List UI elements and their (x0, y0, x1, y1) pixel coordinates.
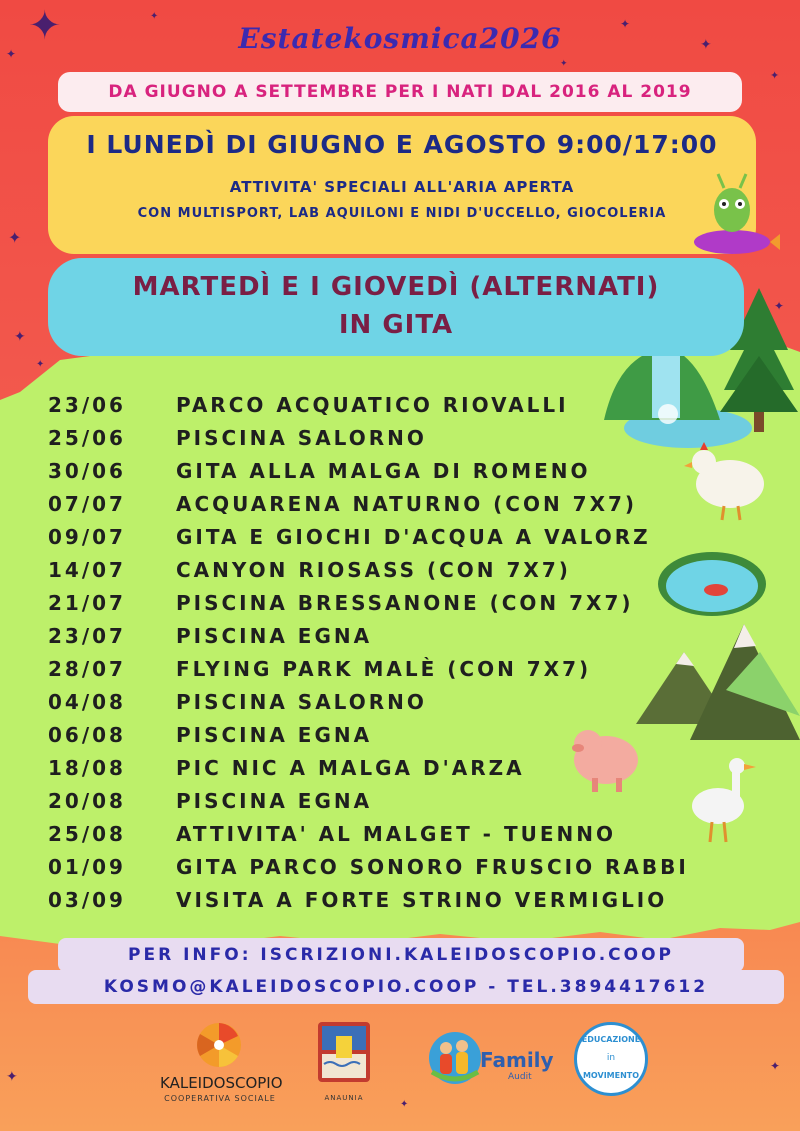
trip-place: GITA ALLA MALGA DI ROMENO (176, 458, 591, 483)
star-icon: ✦ (14, 329, 26, 345)
star-icon: ✦ (6, 1069, 18, 1085)
kaleidoscopio-logo-icon (196, 1022, 242, 1068)
educazione-bottom-label: MOVIMENTO (582, 1071, 640, 1080)
monday-activities-box (48, 116, 756, 254)
trip-date: 21/07 (48, 590, 126, 615)
list-item (48, 487, 748, 520)
trip-place: ATTIVITA' AL MALGET - TUENNO (176, 821, 616, 846)
list-item (48, 520, 748, 553)
trip-date: 09/07 (48, 524, 126, 549)
info-contact: KOSMO@KALEIDOSCOPIO.COOP - TEL.3894417612 (103, 977, 709, 997)
list-item (48, 850, 748, 883)
kaleidoscopio-name: KALEIDOSCOPIO (160, 1074, 283, 1092)
subtitle-banner (58, 72, 742, 112)
family-audit-sub: Audit (508, 1072, 532, 1082)
educazione-mid-label: in (606, 1053, 616, 1063)
trip-date: 14/07 (48, 557, 126, 582)
trip-place: VISITA A FORTE STRINO VERMIGLIO (176, 887, 668, 912)
trip-place: PISCINA EGNA (176, 623, 373, 648)
star-icon: ✦ (560, 59, 568, 69)
trip-place: PISCINA SALORNO (176, 425, 427, 450)
poster-title: Estatekosmica2026 (238, 22, 562, 55)
list-item (48, 883, 748, 916)
star-icon: ✦ (700, 37, 712, 53)
star-icon: ✦ (6, 47, 17, 61)
star-icon: ✦ (36, 359, 45, 370)
educazione-in-movimento-logo (574, 1022, 648, 1096)
alien-rocket-illustration (690, 170, 780, 262)
trip-place: PISCINA EGNA (176, 788, 373, 813)
star-icon: ✦ (28, 3, 62, 49)
trip-date: 20/08 (48, 788, 126, 813)
trip-place: ACQUARENA NATURNO (CON 7X7) (176, 491, 638, 516)
list-item (48, 685, 748, 718)
list-item (48, 553, 748, 586)
tuesday-thursday-box (48, 258, 744, 356)
info-website: PER INFO: ISCRIZIONI.KALEIDOSCOPIO.COOP (128, 945, 674, 965)
trip-date: 30/06 (48, 458, 126, 483)
list-item (48, 751, 748, 784)
trip-date: 25/08 (48, 821, 126, 846)
info-banner-2 (28, 970, 784, 1004)
anaunia-label: ANAUNIA (324, 1094, 364, 1102)
trip-date: 01/09 (48, 854, 126, 879)
trip-place: PIC NIC A MALGA D'ARZA (176, 755, 525, 780)
trip-date: 18/08 (48, 755, 126, 780)
star-icon: ✦ (400, 1099, 409, 1110)
tuesday-line-2: IN GITA (338, 310, 454, 340)
tuesday-line-1: MARTEDÌ E I GIOVEDÌ (ALTERNATI) (132, 272, 660, 302)
star-icon: ✦ (770, 1059, 781, 1073)
trip-date: 23/07 (48, 623, 126, 648)
trip-place: PISCINA EGNA (176, 722, 373, 747)
educazione-top-label: EDUCAZIONE (581, 1035, 641, 1044)
monday-line-1: ATTIVITA' SPECIALI ALL'ARIA APERTA (229, 178, 575, 196)
trip-place: GITA PARCO SONORO FRUSCIO RABBI (176, 854, 689, 879)
trip-date: 25/06 (48, 425, 126, 450)
star-icon: ✦ (770, 69, 780, 82)
star-icon: ✦ (150, 11, 159, 22)
trip-date: 07/07 (48, 491, 126, 516)
kaleidoscopio-subtitle: COOPERATIVA SOCIALE (164, 1094, 276, 1103)
list-item (48, 586, 748, 619)
anaunia-crest-icon (316, 1020, 372, 1090)
trip-place: FLYING PARK MALÈ (CON 7X7) (176, 656, 592, 681)
star-icon: ✦ (620, 17, 631, 31)
list-item (48, 388, 748, 421)
trip-date: 06/08 (48, 722, 126, 747)
trip-place: GITA E GIOCHI D'ACQUA A VALORZ (176, 524, 651, 549)
trip-list (48, 388, 748, 916)
family-audit-people-icon (426, 1030, 484, 1086)
trip-date: 03/09 (48, 887, 126, 912)
family-audit-name: Family (480, 1048, 554, 1072)
trip-date: 23/06 (48, 392, 126, 417)
star-icon: ✦ (8, 228, 22, 247)
list-item (48, 421, 748, 454)
list-item (48, 817, 748, 850)
trip-date: 28/07 (48, 656, 126, 681)
list-item (48, 454, 748, 487)
list-item (48, 784, 748, 817)
trip-place: PISCINA BRESSANONE (CON 7X7) (176, 590, 634, 615)
list-item (48, 718, 748, 751)
list-item (48, 619, 748, 652)
subtitle-text: DA GIUGNO A SETTEMBRE PER I NATI DAL 2016 AL 2019 (108, 82, 692, 102)
trip-date: 04/08 (48, 689, 126, 714)
monday-heading: I LUNEDÌ DI GIUGNO E AGOSTO 9:00/17:00 (86, 130, 718, 159)
list-item (48, 652, 748, 685)
monday-line-2: CON MULTISPORT, LAB AQUILONI E NIDI D'UCCELLO, GIOCOLERIA (137, 206, 667, 221)
info-banner-1 (58, 938, 744, 972)
trip-place: CANYON RIOSASS (CON 7X7) (176, 557, 571, 582)
trip-place: PISCINA SALORNO (176, 689, 427, 714)
star-icon: ✦ (774, 299, 785, 313)
trip-place: PARCO ACQUATICO RIOVALLI (176, 392, 569, 417)
